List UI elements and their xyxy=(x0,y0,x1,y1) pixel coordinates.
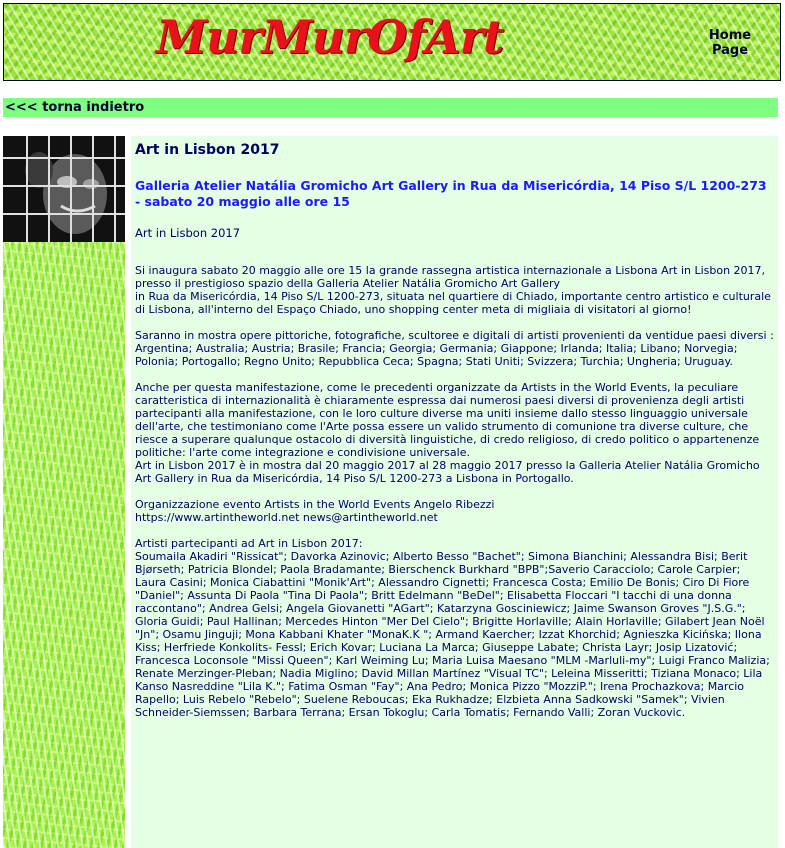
article-body: Si inaugura sabato 20 maggio alle ore 15 la grande rassegna artistica internazionale a Lisbona Art in Lisbon 2017, presso il prestigioso spazio della Galleria Atelier Natália Gromicho Art Gallery in Rua da Misericórdia, 14 Piso S/L 1200-273, situata nel quartiere di Chiado, importante centro artistico e culturale di Lisbona, all'interno del Espaço Chiado, uno shopping center meta di migliaia di visitatori al giorno! Saranno in mostra opere pittoriche, fotografiche, scultoree e digitali di artisti provenienti da ventidue paesi diversi : Argentina; Australia; Austria; Brasile; Francia; Georgia; Germania; Giappone; Irlanda; Italia; Libano; Norvegia; Polonia; Portogallo; Regno Unito; Repubblica Ceca; Spagna; Stati Uniti; Svizzera; Turchia; Ungheria; Uruguay. Anche per questa manifestazione, come le precedenti organizzate da Artists in the World Events, la peculiare caratteristica di internazionalità è chiaramente espressa dai numerosi paesi diversi di provenienza degli artisti partecipanti alla manifestazione, con le loro culture diverse ma uniti insieme dallo stesso linguaggio universale dell'arte, che testimoniano come l'Arte possa essere un valido strumento di comunione tra diverse culture, che riesce a superare qualunque ostacolo di diversità linguistiche, di credo religioso, di credo politico o appartenenze politiche: l'arte come integrazione e condivisione universale. Art in Lisbon 2017 è in mostra dal 20 maggio 2017 al 28 maggio 2017 presso la Galleria Atelier Natália Gromicho Art Gallery in Rua da Misericórdia, 14 Piso S/L 1200-273 a Lisbona in Portogallo. Organizzazione evento Artists in the World Events Angelo Ribezzi https://www.artintheworld.net news@artintheworld.net Artisti partecipanti ad Art in Lisbon 2017: Soumaila Akadiri "Rissicat"; Davorka Azinovic; Alberto Besso "Bachet"; Simona Bianchini; Alessandra Bisi; Berit Bjørseth; Patricia Blondel; Paola Bradamante; Bierschenck Burkhard "BPB";Saverio Caracciolo; Carole Carpier; Laura Casini; Monica Ciabattini "Monik'Art"; Alessandro Cignetti; Francesca Costa; Emilio De Bonis; Ciro Di Fiore "Daniel"; Assunta Di Paola "Tina Di Paola"; Britt Edelmann "BeDel"; Elisabetta Floccari "I tacchi di una donna raccontano"; Andrea Gelsi; Angela Giovanetti "AGart"; Katarzyna Gosciniewicz; Jaime Swanson Groves "J.S.G."; Gloria Guidi; Paul Hallinan; Mercedes Hinton "Mer Del Cielo"; Brigitte Horlaville; Alain Horlaville; Gilabert Jean Noël "Jn"; Osamu Jinguji; Mona Kabbani Khater "MonaK.K "; Armand Kaercher; Izzat Khorchid; Agnieszka Kicińska; Ilona Kiss; Herfriede Konkolits- Fessl; Erich Kovar; Luciana La Marca; Giuseppe Labate; Christa Layr; Josip Lizatović; Francesca Loconsole "Missi Queen"; Karl Weiming Lu; Maria Luisa Maesano "MLM -Marluli-my"; Luigi Franco Malizia; Renate Merzinger-Pleban; Nadia Miglino; David Millan Martínez "Visual TC"; Leleina Misseritti; Tiziana Monaco; Lila Kanso Nasreddine "Lila K."; Fatima Osman "Fay"; Ana Pedro; Monica Pizzo "MozziP."; Irena Prochazkova; Marcio Rapello; Luis Rebelo "Rebelo"; Suelene Reboucas; Eka Rukhadze; Elzbieta Anna Sadkowski "Samek"; Vivien Schneider-Siemssen; Barbara Terrana; Ersan Tokoglu; Carla Tomatis; Fernando Valli; Zoran Vuckovic. xyxy=(135,264,774,719)
artwork-thumbnail xyxy=(3,136,125,242)
article-lead: Art in Lisbon 2017 xyxy=(135,226,241,240)
article-title: Art in Lisbon 2017 xyxy=(135,142,280,158)
artwork-image xyxy=(3,136,125,242)
back-link[interactable]: <<< torna indietro xyxy=(5,100,145,115)
site-header xyxy=(3,3,781,81)
sidebar-decoration xyxy=(3,136,125,848)
article-content xyxy=(131,136,778,848)
site-logo[interactable]: MurMurOfArt xyxy=(156,10,504,64)
home-page-link[interactable]: Home Page xyxy=(708,28,752,58)
article-subtitle: Galleria Atelier Natália Gromicho Art Gallery in Rua da Misericórdia, 14 Piso S/L 1200-273 - sabato 20 maggio alle ore 15 xyxy=(135,178,767,209)
back-nav-bar xyxy=(3,98,778,117)
